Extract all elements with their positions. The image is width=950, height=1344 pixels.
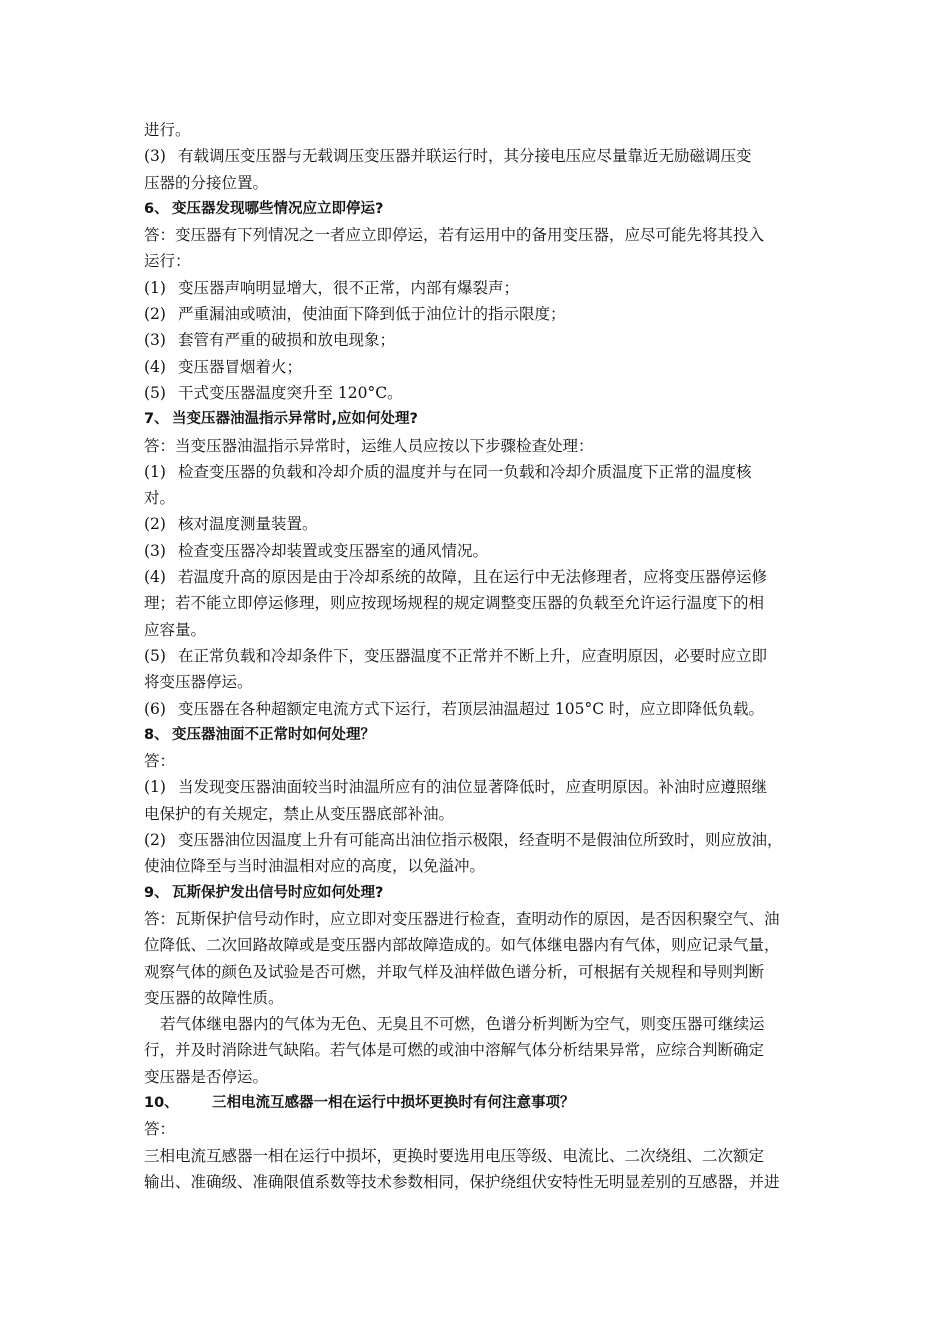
item-number: (3) <box>144 331 166 350</box>
text-line: 变压器是否停运。 <box>144 1067 269 1086</box>
list-item <box>144 275 814 301</box>
text-line: 将变压器停运。 <box>144 673 253 692</box>
text-line: 答：当变压器油温指示异常时，运维人员应按以下步骤检查处理： <box>144 436 594 455</box>
text-line: 运行： <box>144 252 191 271</box>
item-text: 套管有严重的破损和放电现象； <box>178 331 396 350</box>
question-number: 9、 <box>144 884 169 901</box>
list-item <box>144 459 814 485</box>
text-line: 观察气体的颜色及试验是否可燃，并取气样及油样做色谱分析，可根据有关规程和导则判断 <box>144 962 765 981</box>
item-number: (5) <box>144 646 166 665</box>
item-number: (4) <box>144 568 166 587</box>
item-number: (3) <box>144 541 166 560</box>
item-number: (4) <box>144 357 166 376</box>
list-item <box>144 380 814 406</box>
question-number: 7、 <box>144 411 169 428</box>
text-line: 行，并及时消除进气缺陷。若气体是可燃的或油中溶解气体分析结果异常，应综合判断确定 <box>144 1041 765 1060</box>
list-item <box>144 143 814 169</box>
item-number: (6) <box>144 699 166 718</box>
text-line: 压器的分接位置。 <box>144 173 269 192</box>
question-text: 变压器油面不正常时如何处理？ <box>172 726 375 743</box>
item-text: 检查变压器的负载和冷却介质的温度并与在同一负载和冷却介质温度下正常的温度核 <box>178 462 752 481</box>
item-text: 当发现变压器油面较当时油温所应有的油位显著降低时，应查明原因。补油时应遵照继 <box>178 778 768 797</box>
item-text: 严重漏油或喷油，使油面下降到低于油位计的指示限度； <box>178 305 566 324</box>
document-body <box>144 117 814 1195</box>
text-line: 若气体继电器内的气体为无色、无臭且不可燃，色谱分析判断为空气，则变压器可继续运 <box>160 1015 765 1034</box>
item-text: 核对温度测量装置。 <box>178 515 318 534</box>
item-number: (1) <box>144 778 166 797</box>
item-number: (1) <box>144 462 166 481</box>
text-line: 位降低、二次回路故障或是变压器内部故障造成的。如气体继电器内有气体，则应记录气量， <box>144 936 780 955</box>
item-text: 变压器冒烟着火； <box>178 357 303 376</box>
item-text: 有载调压变压器与无载调压变压器并联运行时，其分接电压应尽量靠近无励磁调压变 <box>178 147 752 166</box>
question-number: 10、 <box>144 1094 179 1111</box>
text-line: 变压器的故障性质。 <box>144 988 284 1007</box>
text-line: 对。 <box>144 489 176 508</box>
item-text: 若温度升高的原因是由于冷却系统的故障，且在运行中无法修理者，应将变压器停运修 <box>178 568 768 587</box>
list-item <box>144 696 814 722</box>
text-line: 使油位降至与当时油温相对应的高度，以免溢冲。 <box>144 857 486 876</box>
text-line: 进行。 <box>144 121 191 139</box>
text-line: 应容量。 <box>144 620 207 639</box>
question-number: 8、 <box>144 726 169 743</box>
item-text: 检查变压器冷却装置或变压器室的通风情况。 <box>178 541 489 560</box>
list-item <box>144 511 814 537</box>
list-item <box>144 643 814 669</box>
question-text: 瓦斯保护发出信号时应如何处理? <box>172 884 384 901</box>
item-number: (2) <box>144 305 166 324</box>
item-number: (2) <box>144 831 166 850</box>
question-number: 6、 <box>144 200 169 217</box>
question-text: 变压器发现哪些情况应立即停运? <box>172 200 384 217</box>
list-item <box>144 564 814 590</box>
question-heading-10 <box>144 1090 814 1116</box>
question-heading-7 <box>144 406 814 432</box>
text-line: 答： <box>144 1120 176 1139</box>
text-line: 电保护的有关规定，禁止从变压器底部补油。 <box>144 804 455 823</box>
list-item <box>144 827 814 853</box>
list-item <box>144 327 814 353</box>
item-text: 变压器油位因温度上升有可能高出油位指示极限，经查明不是假油位所致时，则应放油， <box>178 831 783 850</box>
text-line: 三相电流互感器一相在运行中损坏，更换时要选用电压等级、电流比、二次绕组、二次额定 <box>144 1146 765 1165</box>
item-text: 干式变压器温度突升至 120°C。 <box>178 383 403 402</box>
item-number: (3) <box>144 147 166 166</box>
item-number: (2) <box>144 515 166 534</box>
text-line: 答： <box>144 752 176 771</box>
text-line: 理；若不能立即停运修理，则应按现场规程的规定调整变压器的负载至允许运行温度下的相 <box>144 594 765 613</box>
text-line: 答：瓦斯保护信号动作时，应立即对变压器进行检查，查明动作的原因，是否因积聚空气、油 <box>144 909 780 928</box>
question-heading-9 <box>144 880 814 906</box>
item-number: (1) <box>144 278 166 297</box>
item-text: 变压器声响明显增大，很不正常，内部有爆裂声； <box>178 278 520 297</box>
list-item <box>144 774 814 800</box>
item-number: (5) <box>144 383 166 402</box>
item-text: 变压器在各种超额定电流方式下运行，若顶层油温超过 105°C 时，应立即降低负载。 <box>178 699 765 718</box>
question-heading-8 <box>144 722 814 748</box>
list-item <box>144 301 814 327</box>
item-text: 在正常负载和冷却条件下，变压器温度不正常并不断上升，应查明原因，必要时应立即 <box>178 646 768 665</box>
question-text: 三相电流互感器一相在运行中损坏更换时有何注意事项？ <box>212 1094 575 1111</box>
question-text: 当变压器油温指示异常时,应如何处理? <box>172 411 418 428</box>
text-line: 答：变压器有下列情况之一者应立即停运，若有运用中的备用变压器，应尽可能先将其投入 <box>144 226 765 245</box>
question-heading-6 <box>144 196 814 222</box>
list-item <box>144 538 814 564</box>
list-item <box>144 354 814 380</box>
text-line: 输出、准确级、准确限值系数等技术参数相同，保护绕组伏安特性无明显差别的互感器，并进 <box>144 1172 780 1191</box>
